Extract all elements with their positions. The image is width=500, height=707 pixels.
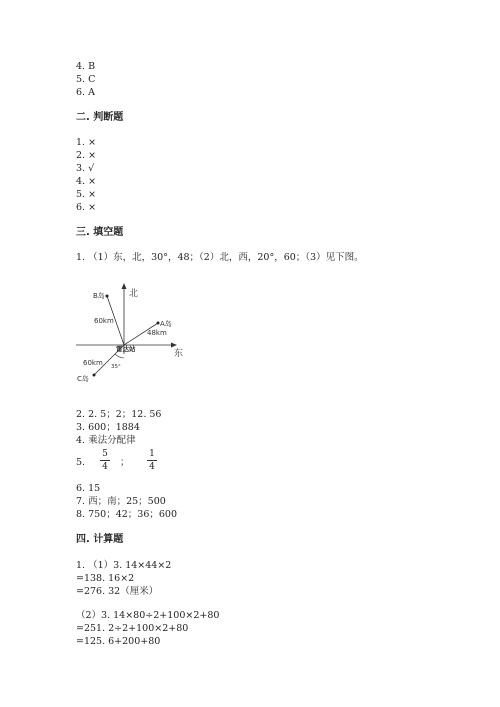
station-label: 雷达站: [116, 345, 136, 353]
distance-a-label: 48km: [147, 329, 167, 337]
answer-line-s2-3: 3. √: [76, 163, 95, 174]
calc-line-4: （2）3. 14×80÷2+100×2+80: [76, 610, 220, 621]
c-island-dot: [93, 374, 96, 377]
fraction-separator: ；: [120, 457, 130, 468]
b-island-label: B岛: [93, 292, 105, 300]
calc-line-1: 1. （1）3. 14×44×2: [76, 560, 172, 571]
answer-line-s3-6: 6. 15: [76, 483, 101, 494]
section-heading-fill-blank: 三. 填空题: [76, 227, 124, 238]
answer-line-s2-5: 5. ×: [76, 189, 97, 200]
calc-line-6: =125. 6+200+80: [76, 636, 161, 647]
fraction-1-numerator: 5: [102, 449, 108, 459]
c-island-label: C岛: [77, 375, 89, 383]
fraction-2-denominator: 4: [149, 462, 155, 472]
east-arrow-icon: [171, 343, 177, 348]
north-arrow-icon: [122, 283, 127, 289]
b-island-dot: [106, 295, 109, 298]
answer-line-s3-7: 7. 西；南；25；500: [76, 496, 166, 507]
answer-line-s2-6: 6. ×: [76, 202, 97, 213]
angle-c-label: 35°: [111, 364, 121, 370]
answer-line-s2-4: 4. ×: [76, 176, 97, 187]
answer-line-s3-5-label: 5.: [76, 457, 86, 468]
a-island-label: A岛: [160, 320, 172, 328]
section-heading-judgement: 二. 判断题: [76, 112, 124, 123]
distance-c-label: 60km: [83, 359, 103, 367]
fraction-1: [100, 449, 110, 472]
fraction-2: [147, 449, 157, 472]
distance-b-label: 60km: [94, 317, 114, 325]
fraction-2-numerator: 1: [149, 449, 155, 459]
section-heading-calculation: 四. 计算题: [76, 534, 124, 545]
fraction-1-denominator: 4: [102, 462, 108, 472]
angle-arc-c: [115, 354, 124, 358]
answer-line-s3-2: 2. 2. 5；2；12. 56: [76, 409, 162, 420]
calc-line-3: =276. 32（厘米）: [76, 586, 159, 597]
east-label: 东: [174, 349, 184, 359]
answer-line-s3-1: 1. （1）东，北，30°，48；（2）北，西，20°，60；（3）见下图。: [76, 252, 364, 263]
answer-line-s1-4: 4. B: [76, 61, 96, 72]
radar-diagram: [74, 282, 204, 392]
calc-line-2: =138. 16×2: [76, 573, 135, 584]
answer-line-s3-3: 3. 600；1884: [76, 422, 140, 433]
answer-line-s3-8: 8. 750；42；36；600: [76, 509, 178, 520]
answer-line-s2-1: 1. ×: [76, 137, 97, 148]
north-label: 北: [129, 289, 139, 299]
answer-line-s1-6: 6. A: [76, 87, 95, 98]
answer-line-s1-5: 5. C: [76, 74, 96, 85]
calc-line-5: =251. 2÷2+100×2+80: [76, 623, 189, 634]
answer-line-s2-2: 2. ×: [76, 150, 97, 161]
answer-line-s3-4: 4. 乘法分配律: [76, 435, 136, 446]
